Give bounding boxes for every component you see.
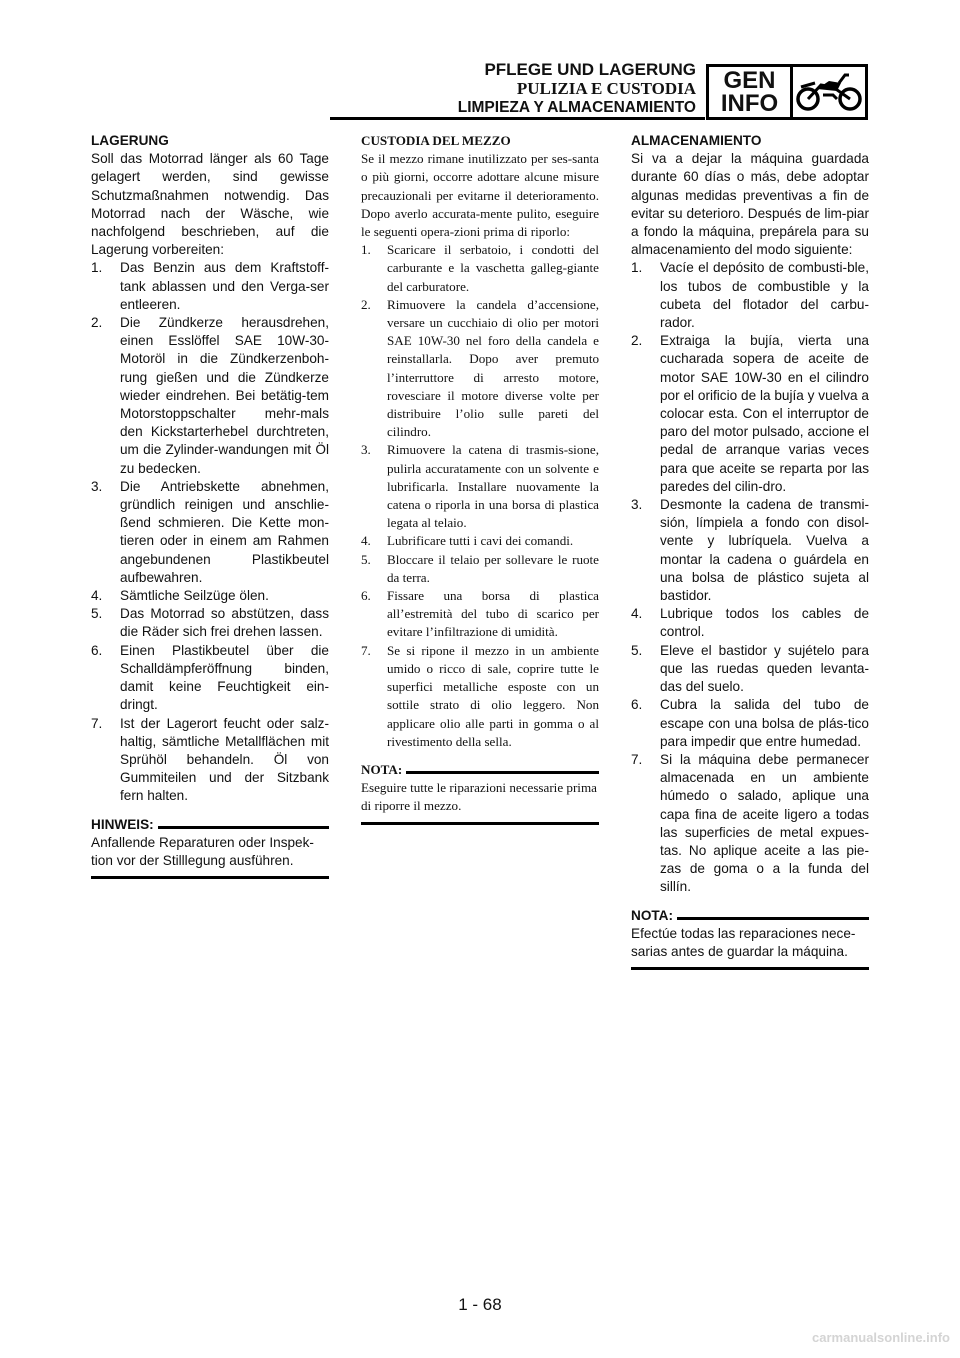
step-text: Rimuovere la candela d’accensione, versare un cucchiaio di olio per motori SAE 10W-30 nel foro della candela e reinstallarla. Dopo aver premuto l’interruttore di arresto motore, rovesciare il motore diverse volte per distribuire l’olio sulle pareti del cilindro.	[387, 296, 599, 440]
step-number: 3.	[361, 442, 371, 458]
list-item	[91, 715, 329, 806]
step-number: 2.	[361, 296, 371, 312]
note-header	[361, 761, 599, 779]
step-text: Se si ripone il mezzo in un ambiente umido o ricco di sale, coprire tutte le superfici metalliche esposte con un sottile strato di olio leggero. Non applicare olio alle parti in gomma o al rivestimento della sella.	[387, 642, 599, 749]
step-number: 5.	[631, 642, 643, 658]
note-box	[361, 761, 599, 825]
step-text: Ist der Lagerort feucht oder salz-haltig, sämtliche Metallflächen mit Sprühöl behandeln. Öl von Gummiteilen und der Sitzbank fern halten.	[120, 715, 329, 804]
step-number: 2.	[91, 315, 103, 331]
list-item	[631, 642, 869, 697]
column-german	[91, 132, 329, 879]
step-number: 3.	[91, 478, 103, 494]
step-text: Die Zündkerze herausdrehen, einen Esslöffel SAE 10W-30-Motoröl in die Zündkerzenboh-rung gießen und die Zündkerze wieder eindrehen. Bei betätig-tem Motorstoppschalter mehr-mals den Kickstarterhebel durchtreten, um die Zylinder-wandungen mit Öl zu bedecken.	[120, 315, 329, 476]
page-header	[0, 60, 960, 120]
step-text: Eleve el bastidor y sujételo para que las ruedas queden levanta-das del suelo.	[660, 642, 869, 695]
list-item	[361, 587, 599, 642]
step-text: Bloccare il telaio per sollevare le ruote da terra.	[387, 551, 599, 585]
step-number: 7.	[361, 642, 371, 658]
intro-paragraph: Soll das Motorrad länger als 60 Tage gelagert werden, sind gewisse Schutzmaßnahmen notwendig. Das Motorrad nach der Wäsche, wie nachfolgend beschrieben, auf die Lagerung vorbereiten:	[91, 151, 329, 258]
step-number: 7.	[91, 715, 103, 731]
note-text: Eseguire tutte le riparazioni necessarie prima di riporre il mezzo.	[361, 779, 599, 824]
step-text: Si la máquina debe permanecer almacenada en un ambiente húmedo o salado, aplique una capa fina de aceite ligero a todas las superficies de metal expues-tas. No aplique aceite a las pie-zas de goma o a la funda del sillín.	[660, 751, 869, 895]
list-item	[631, 332, 869, 496]
step-text: Das Benzin aus dem Kraftstoff-tank ablassen und den Verga-ser entleeren.	[120, 260, 329, 312]
note-header	[631, 907, 869, 925]
step-number: 1.	[91, 260, 103, 276]
note-box	[91, 816, 329, 880]
badge-line-1: GEN	[723, 67, 776, 94]
list-item	[91, 642, 329, 715]
step-text: Desmonte la cadena de transmi-sión, límpiela a fondo con disol-vente y lubríquela. Vuelva a montar la cadena o guárdela en una bolsa de plástico sujeta al bastidor.	[660, 497, 869, 604]
step-number: 6.	[631, 697, 643, 713]
step-text: Scaricare il serbatoio, i condotti del carburante e la vaschetta galleg-giante del carburatore.	[387, 242, 599, 294]
step-text: Lubrificare tutti i cavi dei comandi.	[387, 533, 574, 549]
step-number: 2.	[631, 333, 643, 349]
step-text: Lubrique todos los cables de control.	[660, 606, 869, 640]
step-number: 1.	[361, 242, 371, 258]
list-item	[361, 441, 599, 532]
step-text: Vacíe el depósito de combusti-ble, los tubos de combustible y la cubeta del flotador del carbu-rador.	[660, 260, 869, 331]
step-text: Extraiga la bujía, vierta una cucharada sopera de aceite de motor SAE 10W-30 en el cilindro por el orificio de la bujía y vuelva a colocar esta. Con el interruptor de paro del motor pulsado, accione el pedal de arranque varias veces para que aceite se reparta por las paredes del cilin-dro.	[660, 333, 869, 494]
list-item	[361, 241, 599, 296]
step-number: 4.	[361, 533, 371, 549]
step-text: Einen Plastikbeutel über die Schalldämpferöffnung binden, damit keine Feuchtigkeit ein-dringt.	[120, 642, 329, 713]
section-title-it: PULIZIA E CUSTODIA	[516, 79, 696, 98]
page-number: 1 - 68	[458, 1295, 502, 1314]
note-label: NOTA:	[631, 907, 674, 923]
note-text: Anfallende Reparaturen oder Inspek-tion vor der Stilllegung ausführen.	[91, 834, 329, 879]
section-heading: CUSTODIA DEL MEZZO	[361, 133, 511, 148]
step-number: 6.	[361, 588, 371, 604]
section-heading: ALMACENAMIENTO	[631, 133, 762, 148]
step-text: Das Motorrad so abstützen, dass die Räder sich frei drehen lassen.	[120, 606, 329, 640]
section-title-es: LIMPIEZA Y ALMACENAMIENTO	[457, 99, 696, 116]
section-titles	[458, 60, 696, 117]
note-label: NOTA:	[361, 761, 403, 777]
step-number: 1.	[631, 260, 643, 276]
step-text: Fissare una borsa di plastica all’estremità del tubo di scarico per evitare l’infiltrazione di umidità.	[387, 588, 599, 640]
note-rule	[677, 917, 869, 920]
list-item	[91, 478, 329, 587]
note-rule	[158, 826, 329, 829]
step-number: 5.	[361, 551, 371, 567]
list-item	[361, 532, 599, 550]
step-text: Cubra la salida del tubo de escape con una bolsa de plás-tico para impedir que entre humedad.	[660, 697, 869, 749]
note-header	[91, 816, 329, 834]
list-item	[91, 605, 329, 641]
list-item	[631, 696, 869, 751]
note-text: Efectúe todas las reparaciones nece-sarias antes de guardar la máquina.	[631, 925, 869, 970]
list-item	[631, 496, 869, 605]
section-heading: LAGERUNG	[91, 133, 169, 148]
intro-paragraph: Se il mezzo rimane inutilizzato per ses-santa o più giorni, occorre adottare alcune misure precauzionali per evitarne il deterioramento. Dopo averlo accurata-mente pulito, eseguire le seguenti opera-zioni prima di riporlo:	[361, 151, 599, 240]
badge-line-2: INFO	[720, 90, 779, 117]
header-rule	[330, 117, 705, 120]
gen-info-badge	[706, 64, 868, 120]
list-item	[361, 642, 599, 751]
badge-label	[709, 67, 793, 117]
column-spanish	[631, 132, 869, 970]
step-text: Sämtliche Seilzüge ölen.	[120, 588, 269, 604]
step-number: 5.	[91, 606, 103, 622]
watermark: carmanualsonline.info	[812, 1330, 950, 1345]
step-number: 4.	[631, 606, 643, 622]
steps-list	[631, 259, 869, 896]
steps-list	[361, 241, 599, 751]
step-text: Rimuovere la catena di trasmis-sione, pulirla accuratamente con un solvente e lubrificarla. Installare nuovamente la catena o riporla in una borsa di plastica legata al telaio.	[387, 442, 599, 531]
note-rule	[406, 771, 599, 774]
list-item	[631, 605, 869, 641]
step-number: 4.	[91, 588, 103, 604]
list-item	[361, 551, 599, 587]
list-item	[361, 296, 599, 442]
note-box	[631, 907, 869, 971]
list-item	[91, 259, 329, 314]
intro-paragraph: Si va a dejar la máquina guardada durante 60 días o más, debe adoptar algunas medidas preventivas a fin de evitar su deterioro. Después de lim-piar a fondo la máquina, prepárela para su almacenamiento del modo siguiente:	[631, 151, 869, 258]
list-item	[91, 587, 329, 605]
step-text: Die Antriebskette abnehmen, gründlich reinigen und anschlie-ßend schmieren. Die Kette mon-tieren oder in einem am Rahmen angebundenen Plastikbeutel aufbewahren.	[120, 478, 329, 585]
list-item	[631, 259, 869, 332]
column-italian	[361, 132, 599, 825]
note-label: HINWEIS:	[91, 816, 154, 832]
steps-list	[91, 259, 329, 805]
motorcycle-icon	[793, 69, 865, 115]
step-number: 7.	[631, 751, 643, 767]
list-item	[91, 314, 329, 478]
step-number: 6.	[91, 642, 103, 658]
step-number: 3.	[631, 497, 643, 513]
list-item	[631, 751, 869, 897]
section-title-de: PFLEGE UND LAGERUNG	[484, 60, 696, 79]
